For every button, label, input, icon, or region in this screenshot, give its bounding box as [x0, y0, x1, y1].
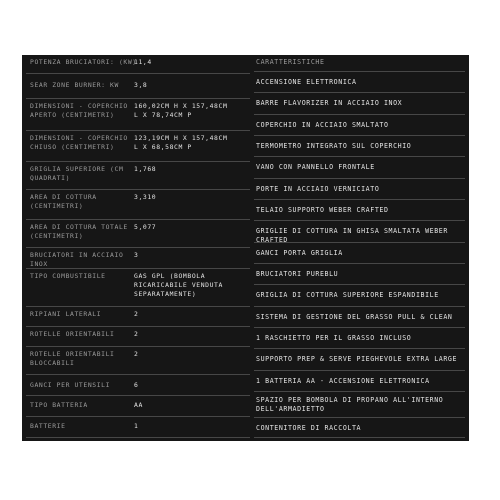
feature-label: GRIGLIE DI COTTURA IN GHISA SMALTATA WEBER CRAFTED: [256, 227, 448, 244]
feature-item: [254, 243, 465, 264]
feature-item: [254, 418, 465, 438]
spec-value: GAS GPL (BOMBOLA RICARICABILE VENDUTA SEPARATAMENTE): [134, 272, 223, 298]
feature-label: GRIGLIA DI COTTURA SUPERIORE ESPANDIBILE: [256, 291, 439, 299]
spec-row: [26, 55, 250, 74]
spec-row: [26, 74, 250, 99]
feature-label: ACCENSIONE ELETTRONICA: [256, 78, 357, 86]
specs-panel: [22, 55, 469, 441]
feature-item: [254, 307, 465, 328]
feature-label: 1 BATTERIA AA - ACCENSIONE ELETTRONICA: [256, 377, 430, 385]
spec-row: [26, 131, 250, 162]
spec-row: [26, 269, 250, 307]
feature-label: GANCI PORTA GRIGLIA: [256, 249, 343, 257]
feature-item: [254, 349, 465, 371]
spec-row: [26, 162, 250, 190]
spec-value: 123,19CM H X 157,48CM L X 68,58CM P: [134, 134, 228, 151]
spec-value: 160,02CM H X 157,48CM L X 78,74CM P: [134, 102, 228, 119]
spec-value: 5,077: [134, 223, 157, 231]
spec-value: 2: [134, 310, 139, 318]
feature-label: 1 RASCHIETTO PER IL GRASSO INCLUSO: [256, 334, 412, 342]
spec-value: AA: [134, 401, 143, 409]
spec-value: 11,4: [134, 58, 152, 66]
spec-row: [26, 417, 250, 438]
feature-item: [254, 115, 465, 136]
spec-value: 3,310: [134, 193, 157, 201]
spec-row: [26, 307, 250, 327]
spec-row: [26, 248, 250, 269]
spec-label: DIMENSIONI - COPERCHIO CHIUSO (CENTIMETRI): [30, 134, 128, 151]
spec-label: GRIGLIA SUPERIORE (CM QUADRATI): [30, 165, 124, 182]
feature-item: [254, 328, 465, 349]
spec-row: [26, 347, 250, 375]
spec-label: BRUCIATORI IN ACCIAIO INOX: [30, 251, 124, 268]
spec-row: [26, 220, 250, 248]
feature-label: TERMOMETRO INTEGRATO SUL COPERCHIO: [256, 142, 412, 150]
features-title-row: [254, 55, 465, 72]
feature-item: [254, 371, 465, 392]
feature-item: [254, 264, 465, 285]
spec-label: AREA DI COTTURA (CENTIMETRI): [30, 193, 97, 210]
features-title: CARATTERISTICHE: [256, 58, 325, 66]
spec-value: 2: [134, 350, 139, 358]
feature-item: [254, 157, 465, 179]
spec-value: 3: [134, 251, 139, 259]
feature-item: [254, 285, 465, 307]
feature-label: SISTEMA DI GESTIONE DEL GRASSO PULL & CLEAN: [256, 313, 453, 321]
feature-label: BARRE FLAVORIZER IN ACCIAIO INOX: [256, 99, 403, 107]
feature-label: SPAZIO PER BOMBOLA DI PROPANO ALL'INTERNO DELL'ARMADIETTO: [256, 396, 444, 413]
feature-label: PORTE IN ACCIAIO VERNICIATO: [256, 185, 380, 193]
spec-label: TIPO COMBUSTIBILE: [30, 272, 106, 280]
spec-label: BATTERIE: [30, 422, 66, 430]
feature-label: COPERCHIO IN ACCIAIO SMALTATO: [256, 121, 389, 129]
spec-label: GANCI PER UTENSILI: [30, 381, 111, 389]
feature-item: [254, 93, 465, 115]
feature-item: [254, 392, 465, 418]
spec-label: POTENZA BRUCIATORI: (KW): [30, 58, 137, 66]
feature-item: [254, 221, 465, 243]
spec-label: AREA DI COTTURA TOTALE (CENTIMETRI): [30, 223, 128, 240]
spec-value: 6: [134, 381, 139, 389]
spec-value: 2: [134, 330, 139, 338]
spec-row: [26, 396, 250, 417]
spec-label: ROTELLE ORIENTABILI BLOCCABILI: [30, 350, 115, 367]
spec-value: 1: [134, 422, 139, 430]
feature-item: [254, 136, 465, 157]
spec-value: 3,8: [134, 81, 148, 89]
feature-item: [254, 200, 465, 221]
spec-label: RIPIANI LATERALI: [30, 310, 102, 318]
spec-label: DIMENSIONI - COPERCHIO APERTO (CENTIMETRI): [30, 102, 128, 119]
feature-item: [254, 179, 465, 200]
feature-label: CONTENITORE DI RACCOLTA: [256, 424, 362, 432]
spec-value: 1,768: [134, 165, 157, 173]
spec-row: [26, 190, 250, 220]
feature-label: TELAIO SUPPORTO WEBER CRAFTED: [256, 206, 389, 214]
spec-label: TIPO BATTERIA: [30, 401, 88, 409]
spec-label: SEAR ZONE BURNER: KW: [30, 81, 119, 89]
feature-label: SUPPORTO PREP & SERVE PIEGHEVOLE EXTRA LARGE: [256, 355, 458, 363]
spec-row: [26, 99, 250, 131]
feature-label: BRUCIATORI PUREBLU: [256, 270, 339, 278]
feature-item: [254, 72, 465, 93]
feature-label: VANO CON PANNELLO FRONTALE: [256, 163, 375, 171]
spec-row: [26, 375, 250, 396]
spec-label: ROTELLE ORIENTABILI: [30, 330, 115, 338]
spec-row: [26, 327, 250, 347]
